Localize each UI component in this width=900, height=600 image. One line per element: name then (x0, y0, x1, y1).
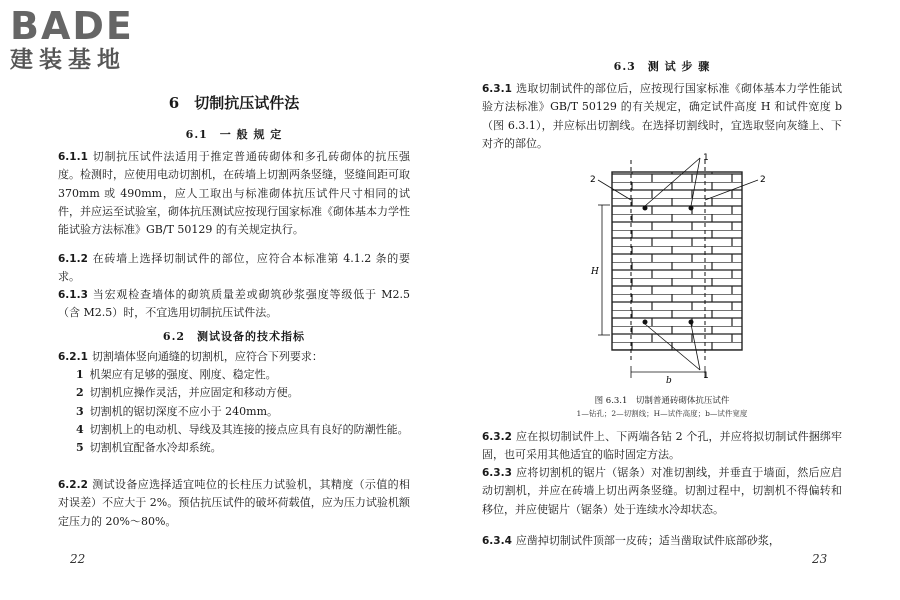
label-hole-top: 1 (703, 153, 709, 163)
right-page (482, 0, 842, 600)
clause-number: 6.3.2 (482, 431, 512, 443)
clause-text: 在砖墙上选择切制试件的部位，应符合本标准第 4.1.2 条的要求。 (58, 252, 410, 284)
drill-hole (689, 320, 694, 325)
clause-6-3-2 (482, 428, 842, 465)
clause-text: 选取切制试件的部位后，应按现行国家标准《砌体基本力学性能试验方法标准》GB/T 50129 的有关规定，确定试件高度 H 和试件宽度 b（图 6.3.1），并应标出切割线。在选择切割线时，宜选取竖向灰缝上、下对齐的部位。 (482, 82, 842, 150)
clause-6-1-1 (58, 148, 410, 239)
clause-number: 6.2.1 (58, 351, 88, 363)
clause-6-1-3 (58, 286, 410, 323)
list-item: 2 切割机应操作灵活，并应固定和移动方便。 (76, 386, 299, 400)
page-number-left: 22 (70, 552, 86, 566)
figure-caption: 图 6.3.1 切制普通砖砌体抗压试件 (594, 396, 730, 406)
label-cut-right: 2 (760, 175, 766, 185)
section-6-1-heading: 6.1 一 般 规 定 (185, 128, 283, 141)
clause-number: 6.1.1 (58, 151, 88, 163)
drill-hole (689, 206, 694, 211)
requirement-list (58, 366, 410, 457)
brick-wall-diagram (582, 150, 772, 385)
clause-6-2-1 (58, 348, 410, 366)
clause-number: 6.3.3 (482, 467, 512, 479)
list-item: 5 切割机宜配备水冷却系统。 (76, 441, 222, 455)
clause-number: 6.2.2 (58, 479, 88, 491)
clause-text: 应在拟切制试件上、下两端各钻 2 个孔，并应将拟切制试件捆绑牢固，也可采用其他适宜的临时固定方法。 (482, 430, 842, 462)
clause-text: 切割墙体竖向通缝的切割机，应符合下列要求： (91, 350, 323, 363)
clause-6-3-4 (482, 532, 842, 550)
clause-6-3-3 (482, 464, 842, 519)
drill-hole (643, 206, 648, 211)
chapter-title: 6 切制抗压试件法 (168, 94, 300, 112)
label-height: H (591, 267, 599, 277)
logo-tagline: 建装基地 (10, 47, 126, 73)
clause-number: 6.3.4 (482, 535, 512, 547)
clause-6-3-1 (482, 80, 842, 153)
clause-number: 6.1.3 (58, 289, 88, 301)
list-item: 3 切割机的锯切深度不应小于 240mm。 (76, 404, 279, 418)
figure-6-3-1 (582, 150, 772, 385)
list-item: 1 机架应有足够的强度、刚度、稳定性。 (76, 368, 277, 381)
drill-hole (643, 320, 648, 325)
clause-number: 6.3.1 (482, 83, 512, 95)
list-item: 4 切割机上的电动机、导线及其连接的接点应具有良好的防潮性能。 (76, 422, 409, 436)
figure-legend: 1—钻孔；2—切割线；H—试件高度；b—试件宽度 (576, 409, 748, 418)
clause-number: 6.1.2 (58, 253, 88, 265)
label-hole-bottom: 1 (703, 371, 709, 381)
clause-text: 应凿掉切制试件顶部一皮砖；适当凿取试件底部砂浆， (515, 534, 780, 547)
page-number-right: 23 (812, 552, 828, 566)
clause-text: 测试设备应选择适宜吨位的长柱压力试验机，其精度（示值的相对误差）不应大于 2%。预估抗压试件的破坏荷载值，应为压力试验机额定压力的 20%～80%。 (58, 478, 410, 528)
clause-text: 切制抗压试件法适用于推定普通砖砌体和多孔砖砌体的抗压强度。检测时，应使用电动切割机，在砖墙上切割两条竖缝，竖缝间距可取 370mm 或 490mm，应人工取出与标准砌体抗压试件尺寸相同的试件，并应运至试验室，砌体抗压测试应按现行国家标准《砌体基本力学性能试验方法标准》GB/T 50129 的有关规定执行。 (58, 150, 410, 237)
clause-text: 当宏观检查墙体的砌筑质量差或砌筑砂浆强度等级低于 M2.5（含 M2.5）时，不宜选用切制抗压试件法。 (58, 288, 410, 320)
clause-6-1-2 (58, 250, 410, 287)
label-cut-left: 2 (590, 175, 596, 185)
clause-text: 应将切割机的锯片（锯条）对准切割线，并垂直于墙面，然后应启动切割机，并应在砖墙上切出两条竖缝。切割过程中，切割机不得偏转和移位，并应使锯片（锯条）处于连续水冷却状态。 (482, 466, 842, 516)
clause-6-2-2 (58, 476, 410, 531)
label-width: b (666, 376, 672, 385)
left-page (58, 0, 410, 600)
section-6-3-heading: 6.3 测 试 步 骤 (613, 60, 711, 73)
logo-brand-text: BADE (10, 4, 134, 48)
section-6-2-heading: 6.2 测试设备的技术指标 (162, 330, 306, 343)
